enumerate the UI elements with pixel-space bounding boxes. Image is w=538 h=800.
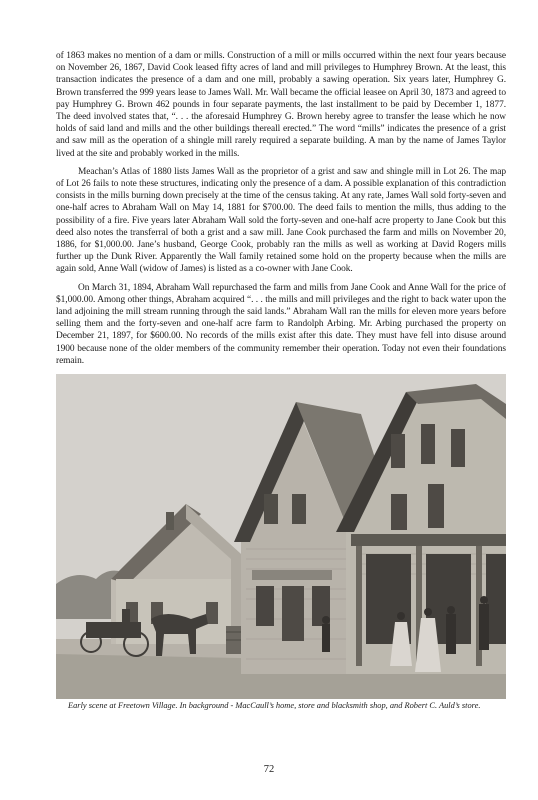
photo-caption: Early scene at Freetown Village. In background - MacCaull’s home, store and blacksmith shop, and Robert C. Auld’s store. (68, 701, 481, 710)
page-number: 72 (263, 764, 275, 775)
photo-illustration (56, 374, 506, 699)
paragraph-3: On March 31, 1894, Abraham Wall repurchased the farm and mills from Jane Cook and Anne Wall for the price of $1,000.00. Among other things, Abraham acquired “. . . the mills and mill privileges and the right to back water upon the land adjoining the mill stream running through the said lands.” Abraham Wall ran the mills for eleven more years before selling them and the forty-seven and one-half acre farm to Randolph Arbing. Mr. Arbing purchased the property on December 21, 1897, for $600.00. No records of the mills exist after this date. They must have fell into disuse around 1900 because none of the older members of the community remember their operation. Today not even their foundations remain. (56, 282, 506, 366)
historical-photograph (56, 374, 506, 699)
paragraph-2: Meachan’s Atlas of 1880 lists James Wall as the proprietor of a grist and saw and shingle mill in Lot 26. The map of Lot 26 fails to note these structures, indicating only the presence of a dam. A possible explanation of this contradiction consists in the mills burning down precisely at the time of the census taking. At any rate, James Wall sold forty-seven and one-half acres to Abraham Wall on May 14, 1881 for $700.00. The deed fails to mention the mills, thus adding to the possibility of a fire. Five years later Abraham Wall sold the forty-seven and one-half acre property to Jane Cook but this deed also notes the transferral of both a grist and a saw mill. Jane Cook purchased the farm and mills on November 20, 1886, for $1,000.00. Jane’s husband, George Cook, probably ran the mills as well as working at David Rogers mills further up the Dunk River. Apparently the Wall family retained some hold on the property because when the mills are again sold, Anne Wall (widow of James) is listed as a co-owner with Jane Cook. (56, 166, 506, 275)
body-text (56, 50, 506, 373)
paragraph-1: of 1863 makes no mention of a dam or mills. Construction of a mill or mills occurred within the next four years because on November 26, 1867, David Cook leased fifty acres of land and mill privileges to Humphrey Brown. At the least, this transaction indicates the presence of a dam and one mill, probably a sawing operation. Six years later, Humphrey G. Brown transferred the 999 years lease to James Wall. Mr. Wall became the official leasee on April 30, 1873 and agreed to pay Humphrey G. Brown 462 pounds in four separate payments, the last installment to be paid by December 1, 1877. The deed involved states that, “. . . the aforesaid Humphrey G. Brown hereby agree to transfer the lease which he now holds of said land and mills and the other buildings thereall erected.” The word “mills” indicates the presence of a grist and saw mill as the operation of a shingle mill rarely required a separate building. A man by the name of James Taylor lived at the site and probably worked in the mills. (56, 51, 506, 159)
